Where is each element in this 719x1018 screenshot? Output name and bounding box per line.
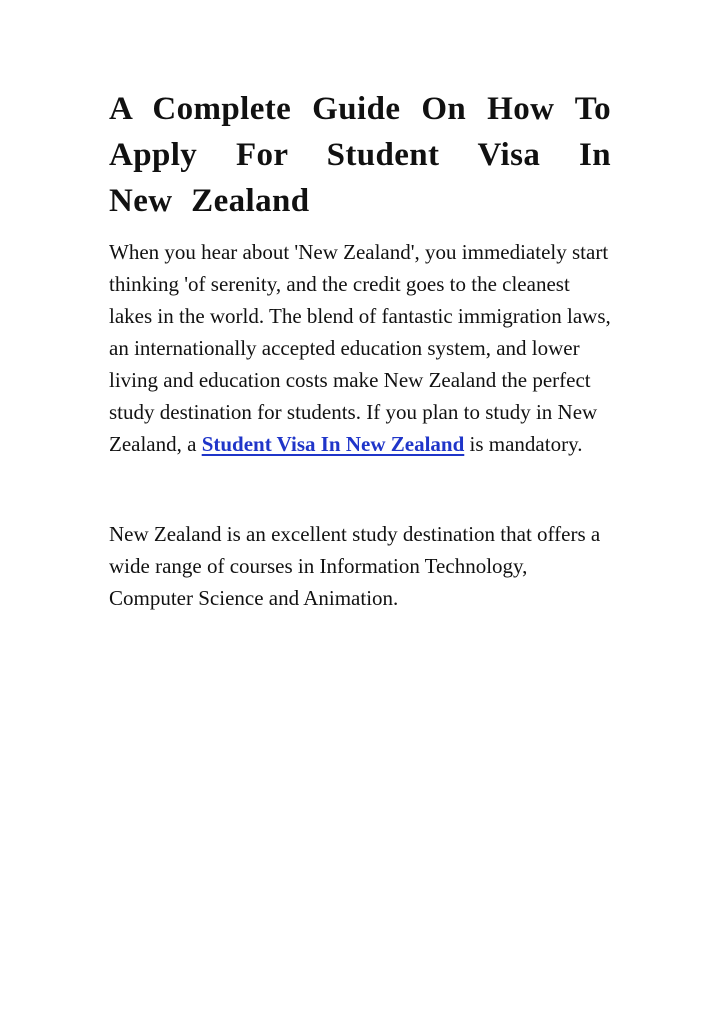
document-content [109,86,611,614]
study-destination-paragraph: New Zealand is an excellent study destination that offers a wide range of courses in Information Technology, Computer Science and Animation. [109,522,601,610]
intro-paragraph-ending: is mandatory. [464,432,583,456]
intro-paragraph [109,236,611,460]
intro-paragraph-text: When you hear about 'New Zealand', you immediately start thinking 'of serenity, and the credit goes to the cleanest lakes in the world. The blend of fantastic immigration laws, an internationally accepted education system, and lower living and education costs make New Zealand the perfect study destination for students. If you plan to study in New Zealand, a [109,240,611,456]
document-title: A Complete Guide On How To Apply For Student Visa In New Zealand [109,91,611,219]
student-visa-link[interactable]: Student Visa In New Zealand [201,432,465,456]
